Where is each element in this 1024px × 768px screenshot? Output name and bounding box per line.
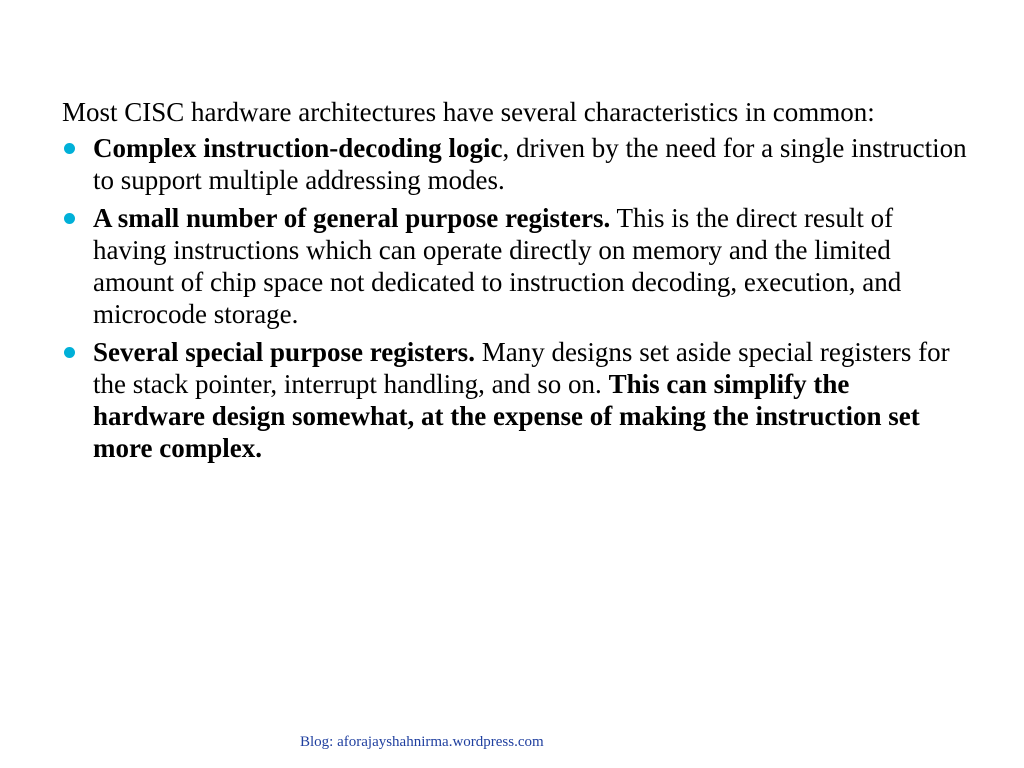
bullet-item-special-registers — [62, 336, 967, 464]
bullet-dot-icon — [64, 213, 75, 224]
intro-paragraph: Most CISC hardware architectures have several characteristics in common: — [62, 97, 875, 127]
bullet-dot-icon — [64, 143, 75, 154]
bullet-text: , driven by the need for a single instruction to support multiple addressing modes. — [93, 133, 967, 195]
bullet-dot-icon — [64, 347, 75, 358]
bullet-item-decoding-logic — [62, 132, 967, 196]
bullet-lead: Complex instruction-decoding logic — [93, 133, 503, 163]
bullet-bold-conclusion: This can simplify the hardware design somewhat, at the expense of making the instruction set more complex. — [93, 369, 920, 463]
slide-body — [62, 96, 967, 470]
bullet-text: Many designs set aside special registers for the stack pointer, interrupt handling, and so on. — [93, 337, 950, 399]
bullet-lead: A small number of general purpose registers. — [93, 203, 611, 233]
blog-footer: Blog: aforajayshahnirma.wordpress.com — [300, 734, 544, 750]
bullet-text: This is the direct result of having instructions which can operate directly on memory and the limited amount of chip space not dedicated to instruction decoding, execution, and microcode storage. — [93, 203, 902, 329]
bullet-list — [62, 132, 967, 464]
bullet-item-general-registers — [62, 202, 967, 330]
bullet-lead: Several special purpose registers. — [93, 337, 475, 367]
